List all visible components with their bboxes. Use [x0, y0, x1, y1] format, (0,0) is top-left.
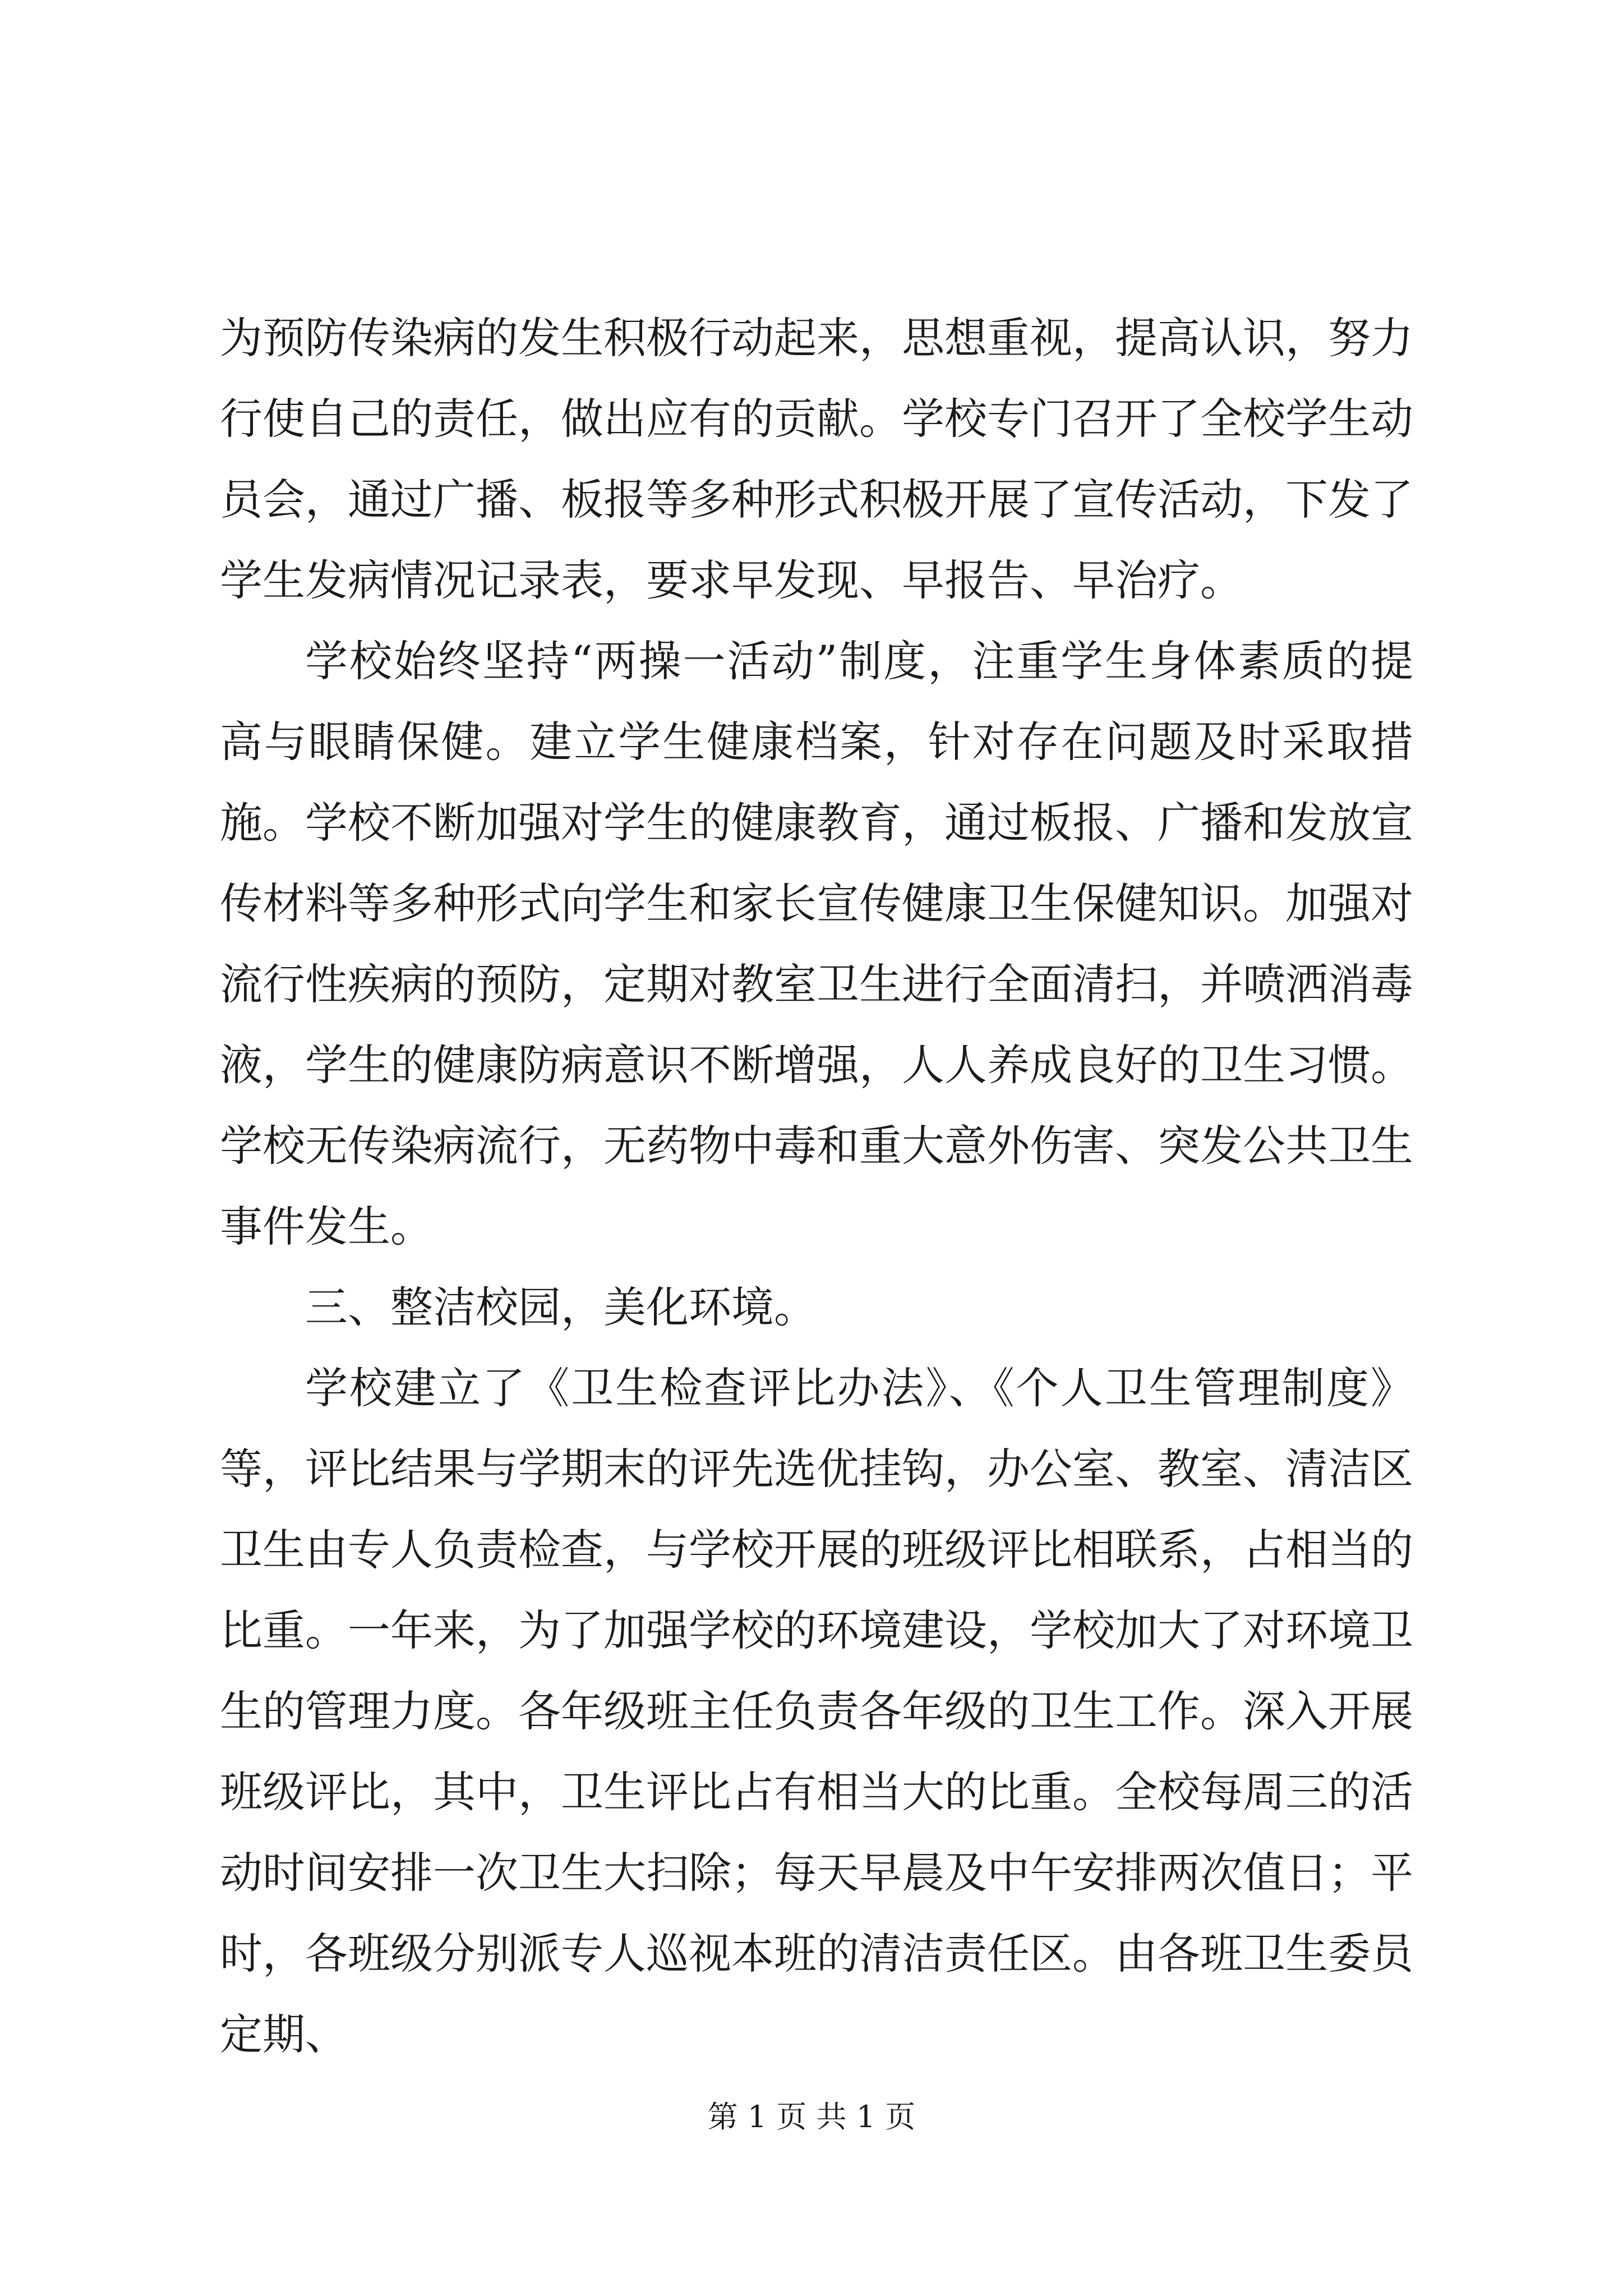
paragraph-4: 学校建立了《卫生检查评比办法》、《个人卫生管理制度》等，评比结果与学期末的评先选优挂钩，办公室、教室、清洁区卫生由专人负责检查，与学校开展的班级评比相联系，占相当的比重。一年来，为了加强学校的环境建设，学校加大了对环境卫生的管理力度。各年级班主任负责各年级的卫生工作。深入开展班级评比，其中，卫生评比占有相当大的比重。全校每周三的活动时间安排一次卫生大扫除；每天早晨及中午安排两次值日；平时，各班级分别派专人巡视本班的清洁责任区。由各班卫生委员定期、: [220, 1363, 1413, 2059]
section-heading-3: 三、整洁校园，美化环境。: [305, 1282, 817, 1332]
page-number-footer: 第 1 页 共 1 页: [707, 2099, 916, 2134]
document-body: [220, 298, 1413, 2075]
paragraph-1: 为预防传染病的发生积极行动起来，思想重视，提高认识，努力行使自己的责任，做出应有的贡献。学校专门召开了全校学生动员会，通过广播、板报等多种形式积极开展了宣传活动，下发了学生发病情况记录表，要求早发现、早报告、早治疗。: [220, 313, 1413, 605]
paragraph-2: 学校始终坚持“两操一活动”制度，注重学生身体素质的提高与眼睛保健。建立学生健康档案，针对存在问题及时采取措施。学校不断加强对学生的健康教育，通过板报、广播和发放宣传材料等多种形式向学生和家长宣传健康卫生保健知识。加强对流行性疾病的预防，定期对教室卫生进行全面清扫，并喷洒消毒液，学生的健康防病意识不断增强，人人养成良好的卫生习惯。学校无传染病流行，无药物中毒和重大意外伤害、突发公共卫生事件发生。: [220, 636, 1413, 1251]
